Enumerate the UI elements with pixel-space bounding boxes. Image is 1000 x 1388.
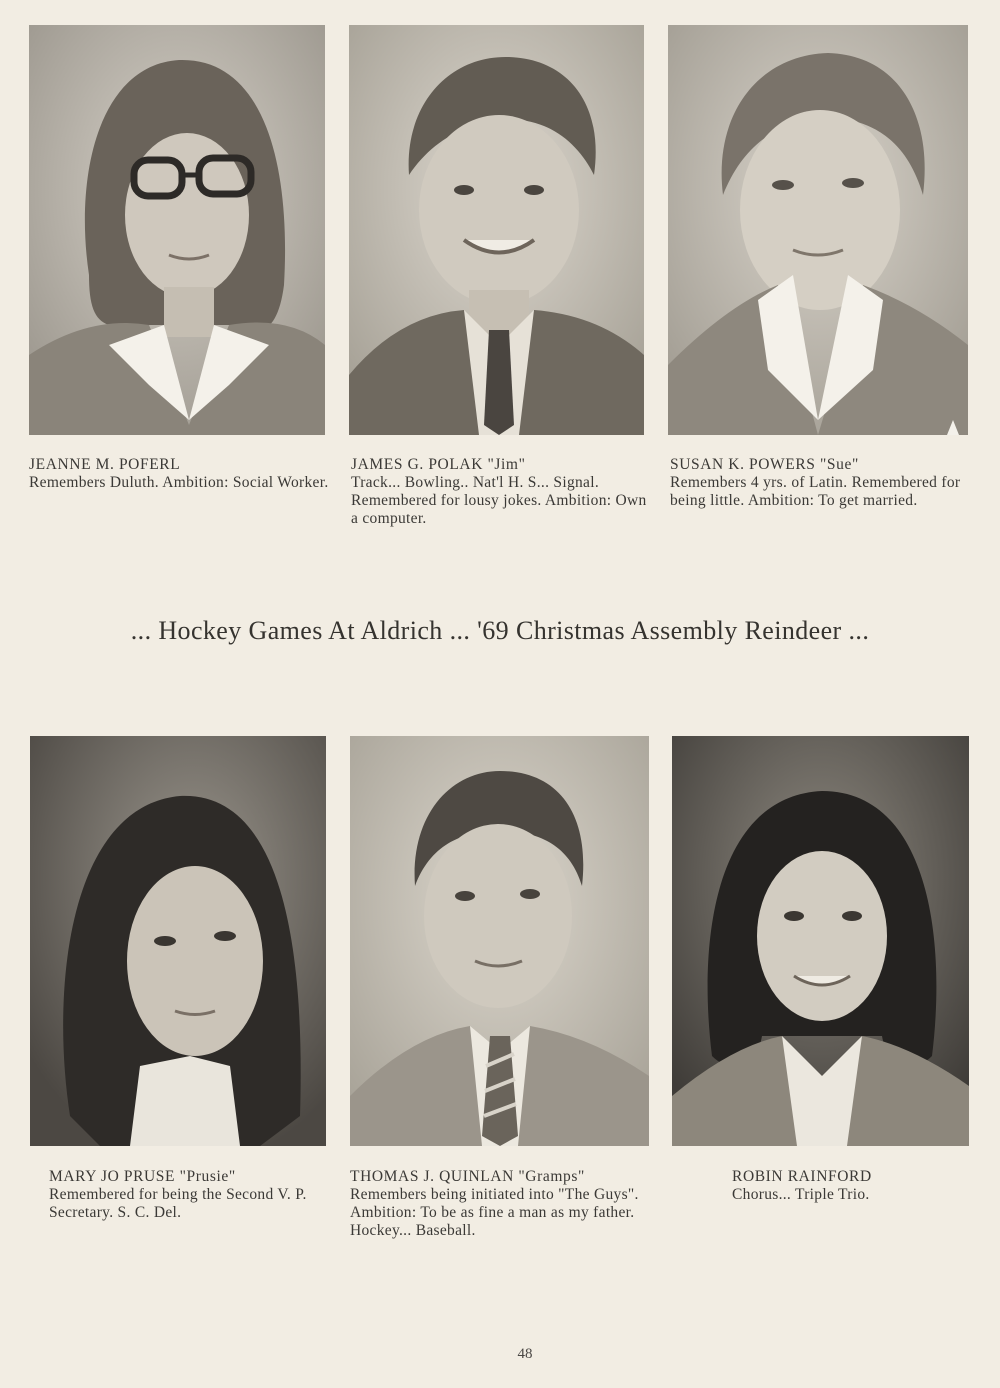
portrait-image — [29, 25, 325, 435]
student-name: JAMES G. POLAK "Jim" — [351, 456, 526, 473]
student-caption-robin-rainford — [732, 1168, 972, 1204]
student-name: THOMAS J. QUINLAN "Gramps" — [350, 1168, 585, 1185]
student-name: ROBIN RAINFORD — [732, 1168, 872, 1185]
portrait-photo-robin-rainford — [672, 736, 969, 1146]
portrait-image — [30, 736, 326, 1146]
student-bio: Remembers Duluth. Ambition: Social Worker. — [29, 474, 329, 491]
student-bio: Remembers 4 yrs. of Latin. Remembered for being little. Ambition: To get married. — [670, 474, 961, 509]
portrait-photo-susan-powers — [668, 25, 968, 435]
student-caption-mary-jo-pruse — [49, 1168, 334, 1222]
student-name: MARY JO PRUSE "Prusie" — [49, 1168, 236, 1185]
student-caption-james-polak — [351, 456, 651, 528]
student-bio: Remembered for being the Second V. P. Secretary. S. C. Del. — [49, 1186, 307, 1221]
portrait-photo-jeanne-poferl — [29, 25, 325, 435]
student-bio: Remembers being initiated into "The Guys". Ambition: To be as fine a man as my father. Hockey... Baseball. — [350, 1186, 639, 1239]
student-bio: Track... Bowling.. Nat'l H. S... Signal. Remembered for lousy jokes. Ambition: Own a computer. — [351, 474, 647, 527]
portrait-photo-james-polak — [349, 25, 644, 435]
portrait-image — [672, 736, 969, 1146]
portrait-image — [668, 25, 968, 435]
student-caption-susan-powers — [670, 456, 970, 510]
portrait-photo-mary-jo-pruse — [30, 736, 326, 1146]
portrait-image — [349, 25, 644, 435]
portrait-image — [350, 736, 649, 1146]
student-caption-jeanne-poferl — [29, 456, 334, 492]
portrait-photo-thomas-quinlan — [350, 736, 649, 1146]
student-bio: Chorus... Triple Trio. — [732, 1186, 870, 1203]
page-number: 48 — [517, 1346, 533, 1362]
student-caption-thomas-quinlan — [350, 1168, 658, 1240]
student-name: JEANNE M. POFERL — [29, 456, 181, 473]
banner-text: ... Hockey Games At Aldrich ... '69 Christmas Assembly Reindeer ... — [130, 616, 870, 645]
student-name: SUSAN K. POWERS "Sue" — [670, 456, 859, 473]
